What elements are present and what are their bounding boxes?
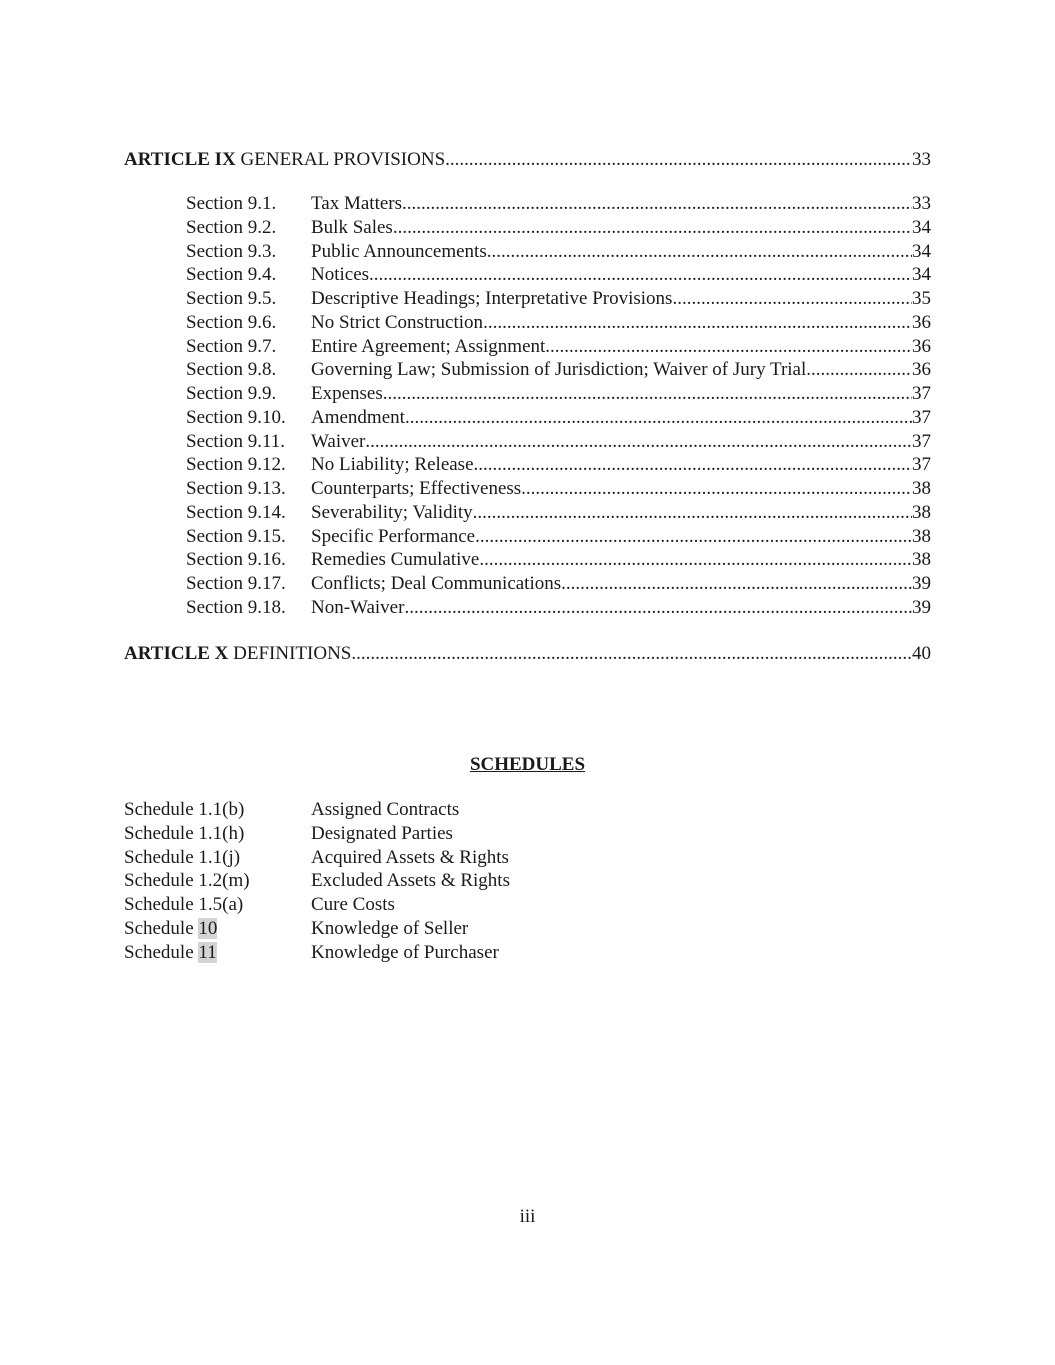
toc-section-row[interactable] — [186, 358, 931, 382]
section-number: Section 9.16. — [186, 549, 286, 571]
dot-leader — [487, 240, 912, 264]
article-label: ARTICLE X — [124, 643, 229, 664]
article-label: ARTICLE IX — [124, 149, 236, 170]
toc-section-row[interactable] — [186, 335, 931, 359]
page-ref: 38 — [912, 501, 931, 523]
section-title: Bulk Sales — [311, 216, 393, 238]
toc-section-row[interactable] — [186, 501, 931, 525]
toc-section-row[interactable] — [186, 216, 931, 240]
dot-leader — [365, 430, 912, 454]
schedule-row — [124, 893, 395, 917]
page-ref: 39 — [912, 596, 931, 618]
dot-leader — [483, 311, 912, 335]
schedule-prefix: Schedule — [124, 941, 194, 963]
page-ref: 34 — [912, 216, 931, 238]
section-title: Governing Law; Submission of Jurisdiction; Waiver of Jury Trial — [311, 359, 807, 381]
section-title: Severability; Validity — [311, 501, 473, 523]
schedule-prefix: Schedule — [124, 799, 194, 820]
schedule-row — [124, 846, 509, 870]
section-title: Amendment — [311, 406, 405, 428]
section-title: Descriptive Headings; Interpretative Provisions — [311, 288, 673, 310]
toc-section-row[interactable] — [186, 453, 931, 477]
section-number: Section 9.11. — [186, 430, 286, 452]
schedule-number: 1.2(m) — [198, 870, 250, 892]
section-number: Section 9.8. — [186, 359, 277, 381]
section-number: Section 9.13. — [186, 478, 286, 500]
toc-section-row[interactable] — [186, 548, 931, 572]
dot-leader — [445, 148, 912, 172]
schedule-title: Cure Costs — [311, 894, 395, 916]
dot-leader — [369, 263, 912, 287]
toc-section-row[interactable] — [186, 311, 931, 335]
schedule-row — [124, 869, 510, 893]
schedule-row — [124, 941, 499, 965]
toc-section-row[interactable] — [186, 406, 931, 430]
dot-leader — [806, 358, 912, 382]
dot-leader — [383, 382, 912, 406]
schedule-row — [124, 917, 468, 941]
page-ref: 34 — [912, 240, 931, 262]
schedule-number: 1.5(a) — [198, 894, 244, 916]
page-ref: 33 — [912, 149, 931, 170]
dot-leader — [393, 216, 912, 240]
schedule-title: Acquired Assets & Rights — [311, 846, 509, 868]
page-ref: 38 — [912, 549, 931, 571]
schedule-prefix: Schedule — [124, 918, 194, 939]
section-title: Public Announcements — [311, 240, 487, 262]
schedule-number: 1.1(j) — [198, 846, 241, 868]
schedule-title: Excluded Assets & Rights — [311, 870, 510, 892]
toc-article-x[interactable] — [124, 642, 931, 666]
section-number: Section 9.14. — [186, 501, 286, 523]
article-title: GENERAL PROVISIONS — [240, 149, 446, 170]
schedule-title: Knowledge of Seller — [311, 918, 469, 939]
schedule-number: 1.1(b) — [198, 799, 245, 820]
schedule-title: Knowledge of Purchaser — [311, 941, 499, 963]
schedule-row — [124, 798, 459, 822]
schedule-prefix: Schedule — [124, 894, 194, 916]
toc-article-ix[interactable] — [124, 148, 931, 172]
section-title: Specific Performance — [311, 525, 476, 547]
page-ref: 35 — [912, 288, 931, 310]
section-number: Section 9.15. — [186, 525, 286, 547]
toc-section-row[interactable] — [186, 192, 931, 216]
dot-leader — [405, 406, 912, 430]
page-ref: 38 — [912, 525, 931, 547]
schedule-number: 10 — [198, 918, 218, 939]
page-ref: 39 — [912, 573, 931, 595]
dot-leader — [474, 453, 912, 477]
section-title: Counterparts; Effectiveness — [311, 478, 522, 500]
page-ref: 36 — [912, 311, 931, 333]
schedule-number: 1.1(h) — [198, 822, 245, 844]
dot-leader — [672, 287, 912, 311]
toc-section-row[interactable] — [186, 525, 931, 549]
section-title: No Liability; Release — [311, 454, 474, 476]
toc-section-row[interactable] — [186, 287, 931, 311]
dot-leader — [404, 596, 912, 620]
page-ref: 33 — [912, 193, 931, 214]
toc-section-row[interactable] — [186, 263, 931, 287]
section-number: Section 9.4. — [186, 264, 277, 286]
section-title: Tax Matters — [311, 193, 403, 214]
dot-leader — [561, 572, 912, 596]
page-number: iii — [519, 1206, 536, 1227]
toc-section-row[interactable] — [186, 382, 931, 406]
section-number: Section 9.1. — [186, 193, 277, 214]
dot-leader — [473, 501, 912, 525]
page-ref: 36 — [912, 335, 931, 357]
section-number: Section 9.10. — [186, 406, 286, 428]
dot-leader — [402, 192, 912, 216]
dot-leader — [351, 642, 912, 666]
dot-leader — [521, 477, 912, 501]
section-number: Section 9.7. — [186, 335, 277, 357]
toc-section-row[interactable] — [186, 240, 931, 264]
schedule-row — [124, 822, 453, 846]
section-title: Entire Agreement; Assignment — [311, 335, 546, 357]
section-number: Section 9.12. — [186, 454, 286, 476]
toc-section-row[interactable] — [186, 572, 931, 596]
schedules-heading: SCHEDULES — [469, 754, 586, 775]
page-ref: 36 — [912, 359, 931, 381]
page-ref: 37 — [912, 383, 931, 405]
section-title: Non-Waiver — [311, 596, 405, 618]
page-ref: 37 — [912, 430, 931, 452]
page-ref: 38 — [912, 478, 931, 500]
section-title: No Strict Construction — [311, 311, 484, 333]
section-number: Section 9.3. — [186, 240, 277, 262]
section-number: Section 9.9. — [186, 383, 277, 405]
schedule-title: Assigned Contracts — [311, 799, 460, 820]
toc-section-row[interactable] — [186, 430, 931, 454]
dot-leader — [475, 525, 912, 549]
schedule-title: Designated Parties — [311, 822, 453, 844]
toc-section-row[interactable] — [186, 477, 931, 501]
page-ref: 40 — [912, 643, 931, 664]
page-ref: 37 — [912, 406, 931, 428]
section-title: Remedies Cumulative — [311, 549, 480, 571]
schedule-prefix: Schedule — [124, 822, 194, 844]
section-title: Waiver — [311, 430, 366, 452]
section-number: Section 9.18. — [186, 596, 286, 618]
schedule-prefix: Schedule — [124, 846, 194, 868]
section-number: Section 9.17. — [186, 573, 286, 595]
section-title: Notices — [311, 264, 370, 286]
section-title: Expenses — [311, 383, 383, 405]
page-ref: 34 — [912, 264, 931, 286]
page-ref: 37 — [912, 454, 931, 476]
dot-leader — [545, 335, 912, 359]
article-title: DEFINITIONS — [233, 643, 352, 664]
section-title: Conflicts; Deal Communications — [311, 573, 562, 595]
section-number: Section 9.5. — [186, 288, 277, 310]
schedule-number: 11 — [198, 941, 217, 963]
toc-section-row[interactable] — [186, 596, 931, 620]
section-number: Section 9.2. — [186, 216, 277, 238]
dot-leader — [479, 548, 912, 572]
section-number: Section 9.6. — [186, 311, 277, 333]
schedule-prefix: Schedule — [124, 870, 194, 892]
